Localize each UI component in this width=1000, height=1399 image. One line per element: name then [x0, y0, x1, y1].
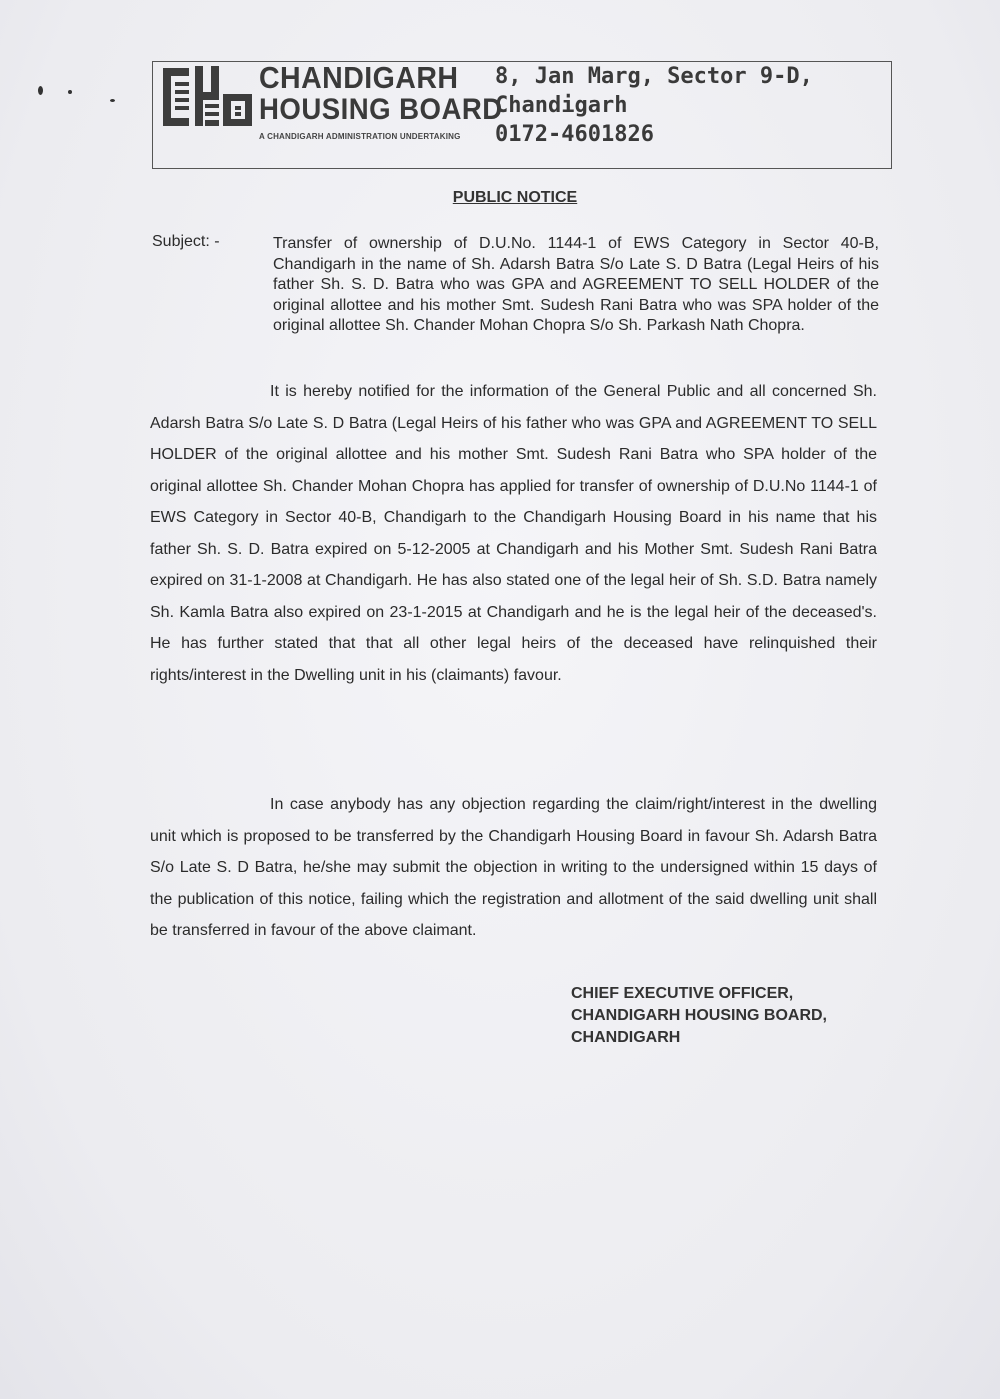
scan-speck [110, 99, 115, 102]
chb-logo-icon [161, 64, 255, 130]
address-line2: Chandigarh [495, 93, 628, 118]
letterhead [152, 61, 892, 169]
scan-speck [68, 90, 72, 94]
subject-text: Transfer of ownership of D.U.No. 1144-1 of EWS Category in Sector 40-B, Chandigarh in the name of Sh. Adarsh Batra S/o Late S. D Batra (Legal Heirs of his father Sh. S. D. Batra who was GPA and AGREEMENT TO SELL HOLDER of the original allottee and his mother Smt. Sudesh Rani Batra who was SPA holder of the original allottee Sh. Chander Mohan Chopra S/o Sh. Parkash Nath Chopra. [273, 235, 879, 334]
notice-paragraph-2: In case anybody has any objection regarding the claim/right/interest in the dwelling unit which is proposed to be transferred by the Chandigarh Housing Board in favour Sh. Adarsh Batra S/o Late S. D Batra, he/she may submit the objection in writing to the undersigned within 15 days of the publication of this notice, failing which the registration and allotment of the said dwelling unit shall be transferred in favour of the above claimant. [150, 796, 877, 939]
signature-block [571, 983, 827, 1049]
phone-number: 0172-4601826 [495, 122, 654, 147]
signature-line2: CHANDIGARH HOUSING BOARD, [571, 1007, 827, 1024]
notice-title: PUBLIC NOTICE [452, 189, 578, 206]
subject-label: Subject: - [152, 233, 220, 250]
brand-name-line1: CHANDIGARH [259, 60, 459, 95]
notice-paragraph-1: It is hereby notified for the information of the General Public and all concerned Sh. Adarsh Batra S/o Late S. D Batra (Legal Heirs of his father who was GPA and AGREEMENT TO SELL HOLDER of the original allottee and his mother Smt. Sudesh Rani Batra who SPA holder of the original allottee Sh. Chander Mohan Chopra has applied for transfer of ownership of D.U.No 1144-1 of EWS Category in Sector 40-B, Chandigarh to the Chandigarh Housing Board in his name that his father Sh. S. D. Batra expired on 5-12-2005 at Chandigarh and his Mother Smt. Sudesh Rani Batra expired on 31-1-2008 at Chandigarh. He has also stated one of the legal heir of Sh. S.D. Batra namely Sh. Kamla Batra also expired on 23-1-2015 at Chandigarh and he is the legal heir of the deceased's. He has further stated that that all other legal heirs of the deceased have relinquished their rights/interest in the Dwelling unit in his (claimants) favour. [150, 383, 877, 684]
scan-speck [38, 86, 43, 95]
address-block [495, 62, 813, 149]
brand-tagline: A CHANDIGARH ADMINISTRATION UNDERTAKING [259, 132, 461, 141]
brand-name-line2: HOUSING BOARD [259, 93, 503, 126]
signature-line1: CHIEF EXECUTIVE OFFICER, [571, 985, 794, 1002]
address-line1: 8, Jan Marg, Sector 9-D, [495, 64, 813, 89]
signature-line3: CHANDIGARH [571, 1029, 681, 1046]
